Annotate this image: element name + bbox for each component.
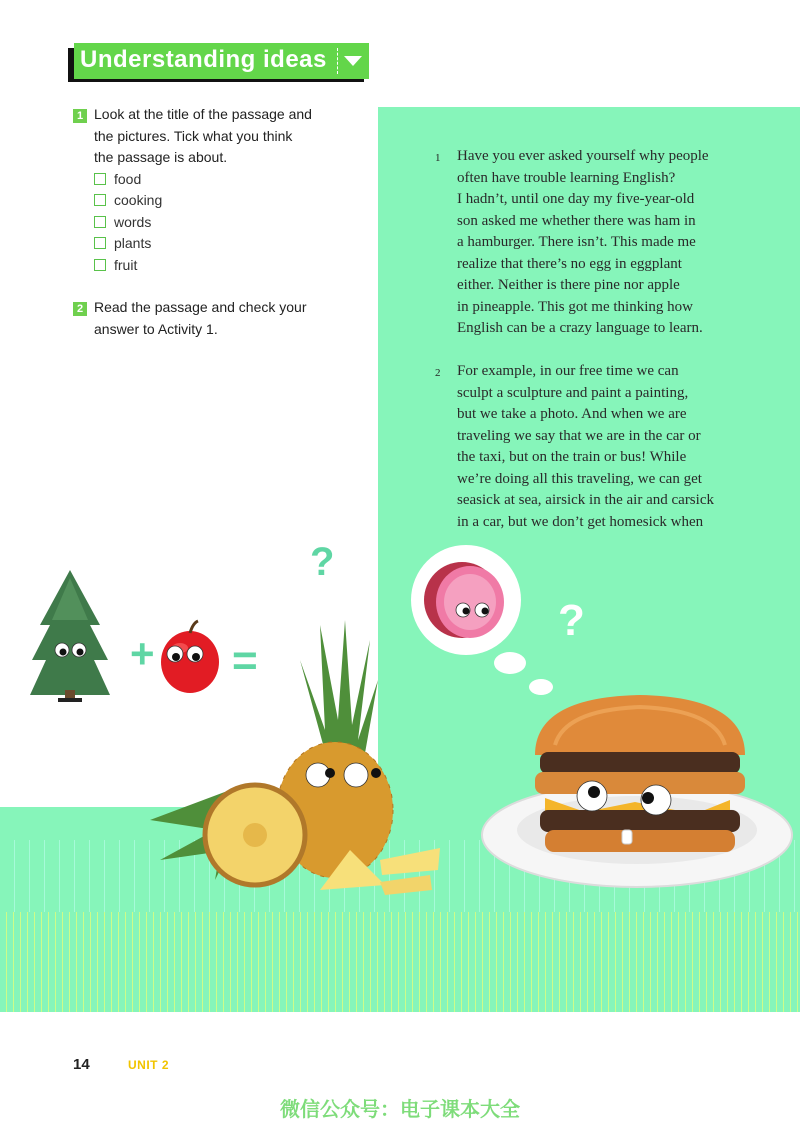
passage-line: sculpt a sculpture and paint a painting, <box>457 385 689 401</box>
passage-line: a hamburger. There isn’t. This made me <box>457 234 696 250</box>
passage-line: traveling we say that we are in the car or <box>457 428 701 444</box>
option-label: fruit <box>114 257 138 273</box>
option-label: food <box>114 171 142 187</box>
hamburger-icon <box>482 695 792 887</box>
option-label: cooking <box>114 192 163 208</box>
page-number: 14 <box>73 1056 90 1073</box>
activity-line: Look at the title of the passage and <box>94 106 312 122</box>
section-title: Understanding ideas <box>80 46 327 73</box>
illustration <box>0 530 800 910</box>
apple-icon <box>161 621 219 693</box>
passage-line: realize that there’s no egg in eggplant <box>457 256 682 272</box>
activity-line: the passage is about. <box>94 149 228 165</box>
chevron-down-icon[interactable] <box>344 56 362 66</box>
unit-label: UNIT 2 <box>128 1058 170 1072</box>
paragraph-number: 1 <box>435 152 441 164</box>
pine-tree-icon <box>30 570 110 702</box>
passage-line: in a car, but we don’t get homesick when <box>457 514 704 530</box>
option-label: words <box>114 214 152 230</box>
option-checkbox-plants[interactable] <box>94 237 106 249</box>
passage-line: Have you ever asked yourself why people <box>457 148 709 164</box>
passage-line: either. Neither is there pine nor apple <box>457 277 680 293</box>
paragraph-number: 2 <box>435 367 441 379</box>
passage-line: often have trouble learning English? <box>457 170 676 186</box>
activity-2-instructions <box>94 297 354 340</box>
plus-symbol: + <box>130 630 155 677</box>
question-mark-icon: ? <box>558 596 585 645</box>
option-checkbox-food[interactable] <box>94 173 106 185</box>
floor-stripes-lower <box>0 912 800 1012</box>
option-checkbox-cooking[interactable] <box>94 194 106 206</box>
activity-line: answer to Activity 1. <box>94 320 218 337</box>
activity-line: the pictures. Tick what you think <box>94 127 293 144</box>
activity-2-number: 2 <box>73 302 87 316</box>
passage-line: son asked me whether there was ham in <box>457 213 696 229</box>
passage-line: For example, in our free time we can <box>457 363 679 379</box>
option-checkbox-fruit[interactable] <box>94 259 106 271</box>
activity-1-instructions <box>94 104 354 169</box>
passage-line: seasick at sea, airsick in the air and carsick <box>457 492 714 508</box>
passage-line: we’re doing all this traveling, we can get <box>457 471 702 487</box>
activity-1-number: 1 <box>73 109 87 123</box>
passage-line: the taxi, but on the train or bus! While <box>457 449 687 465</box>
watermark-text: 微信公众号：电子课本大全 <box>280 1099 520 1121</box>
passage-line: English can be a crazy language to learn. <box>457 320 703 336</box>
question-mark-icon: ? <box>310 540 335 584</box>
option-checkbox-words[interactable] <box>94 216 106 228</box>
passage-line: in pineapple. This got me thinking how <box>457 299 693 315</box>
passage-line: I hadn’t, until one day my five-year-old <box>457 191 695 207</box>
banner-divider <box>337 48 339 74</box>
passage-line: but we take a photo. And when we are <box>457 406 687 422</box>
activity-line: Read the passage and check your <box>94 299 307 315</box>
option-label: plants <box>114 235 152 251</box>
equals-symbol: = <box>232 636 258 685</box>
